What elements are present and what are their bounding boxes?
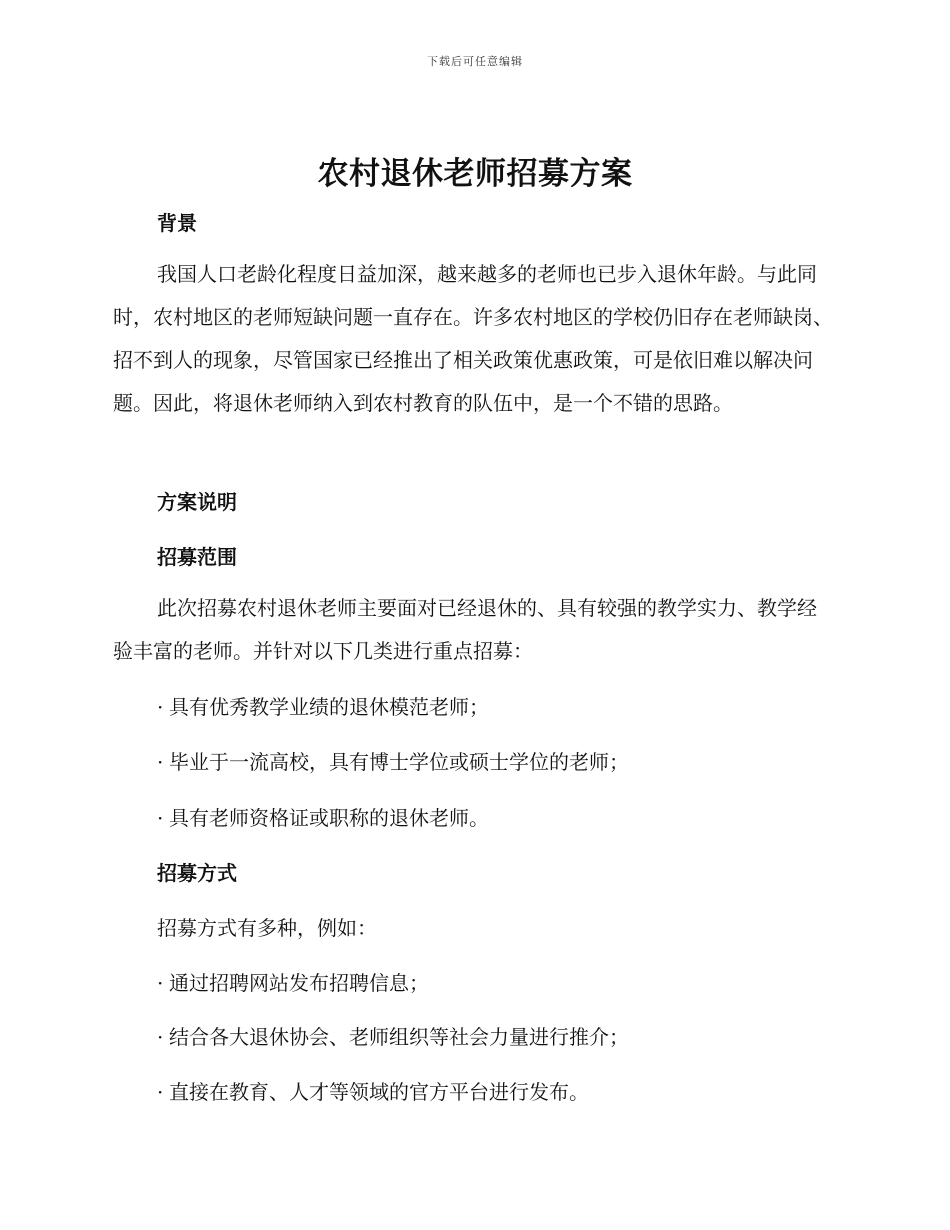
section-heading-scope: 招募范围 — [157, 545, 237, 569]
method-bullet-text: 结合各大退休协会、老师组织等社会力量进行推介； — [169, 1025, 629, 1049]
document-title: 农村退休老师招募方案 — [317, 156, 633, 192]
bullet-dot-icon: · — [157, 971, 164, 995]
scope-bullet-item — [157, 691, 489, 720]
method-bullet-text: 通过招聘网站发布招聘信息； — [169, 971, 429, 995]
bullet-dot-icon: · — [157, 695, 164, 719]
bullet-dot-icon: · — [157, 1025, 164, 1049]
scope-bullet-text: 具有老师资格证或职称的退休老师。 — [169, 806, 489, 830]
scope-bullet-item — [157, 802, 489, 831]
scope-bullet-text: 具有优秀教学业绩的退休模范老师； — [169, 695, 489, 719]
bullet-dot-icon: · — [157, 1080, 164, 1104]
bullet-dot-icon: · — [157, 750, 164, 774]
header-note: 下载后可任意编辑 — [427, 55, 523, 68]
scope-bullet-text: 毕业于一流高校，具有博士学位或硕士学位的老师； — [169, 750, 629, 774]
method-bullet-item — [157, 1076, 589, 1105]
method-bullet-text: 直接在教育、人才等领域的官方平台进行发布。 — [169, 1080, 589, 1104]
method-intro: 招募方式有多种，例如： — [157, 916, 377, 940]
background-paragraph: 我国人口老龄化程度日益加深，越来越多的老师也已步入退休年龄。与此同时，农村地区的老师短缺问题一直存在。许多农村地区的学校仍旧存在老师缺岗、招不到人的现象，尽管国家已经推出了相关政策优惠政策，可是依旧难以解决问题。因此，将退休老师纳入到农村教育的队伍中，是一个不错的思路。 — [113, 262, 833, 415]
section-heading-plan: 方案说明 — [157, 490, 237, 514]
method-bullet-item — [157, 967, 429, 996]
section-heading-method: 招募方式 — [157, 861, 237, 885]
scope-paragraph: 此次招募农村退休老师主要面对已经退休的、具有较强的教学实力、教学经验丰富的老师。并针对以下几类进行重点招募： — [113, 596, 817, 663]
section-heading-background: 背景 — [157, 211, 197, 235]
method-bullet-item — [157, 1021, 629, 1050]
scope-bullet-item — [157, 746, 629, 775]
bullet-dot-icon: · — [157, 806, 164, 830]
